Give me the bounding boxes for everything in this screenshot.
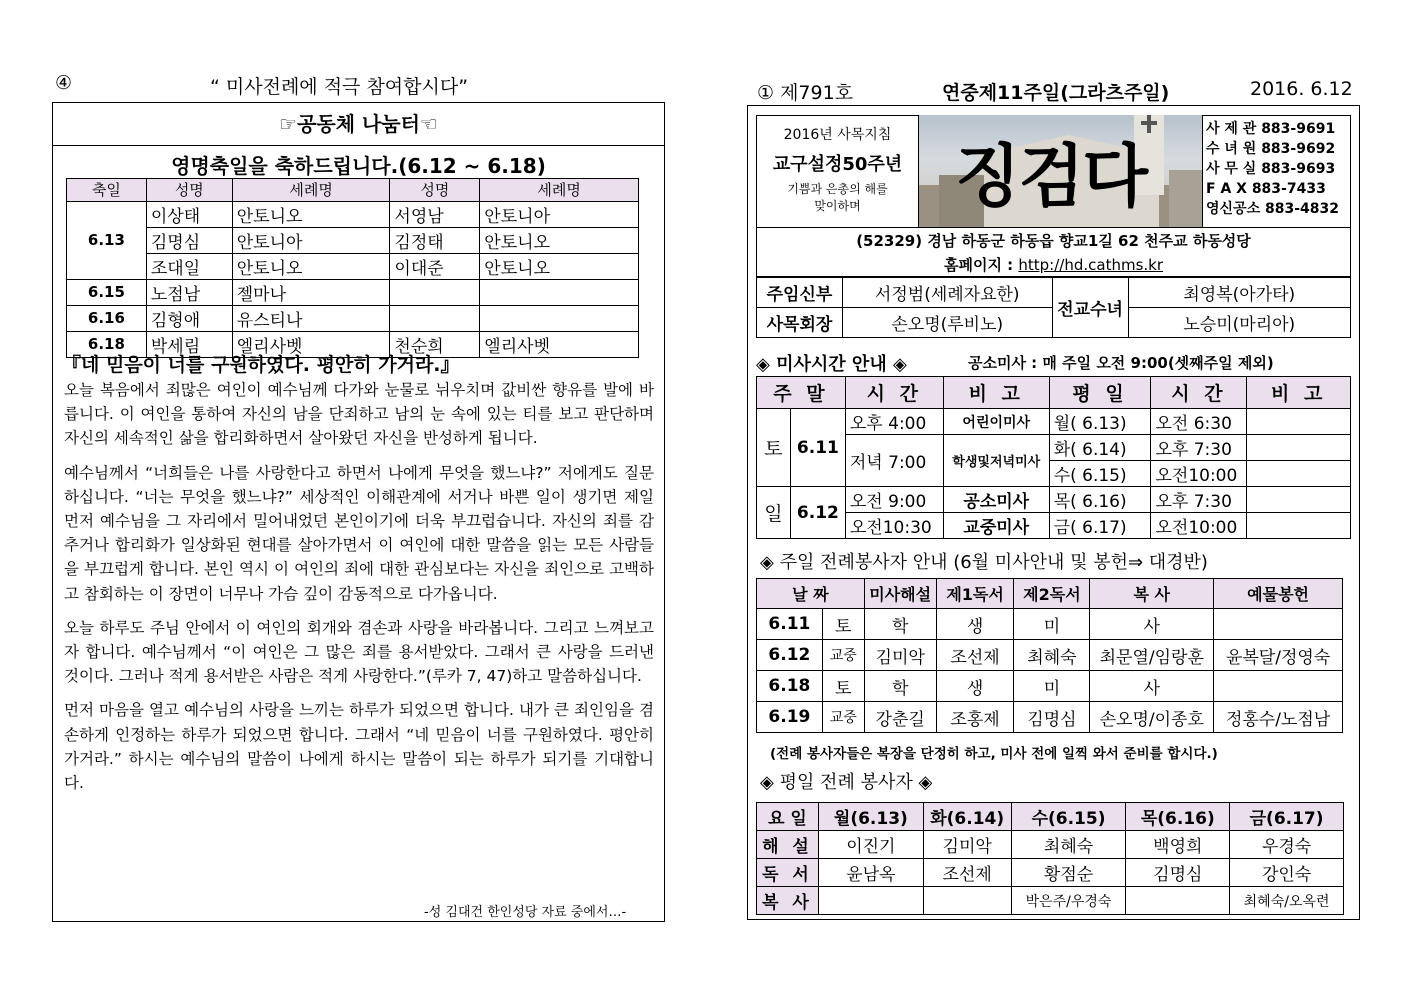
col-header: 비 고 (943, 377, 1049, 409)
staff-name: 서정범(세례자요한) (842, 278, 1052, 308)
section-title: ☞공동체 나눔터☜ (53, 103, 664, 146)
cell: 최혜숙 (1014, 640, 1090, 671)
cell: 최혜숙/오옥련 (1230, 887, 1344, 915)
table-row (67, 279, 639, 305)
feast-date: 6.16 (67, 305, 147, 331)
diocese-anniversary: 교구설정50주년 (772, 154, 903, 175)
cell: 노점남 (146, 279, 232, 305)
cell: 최혜숙 (1011, 831, 1126, 859)
cell: 토 (822, 609, 864, 640)
cell: 6.19 (757, 702, 823, 733)
weekday: 목( 6.16) (1049, 487, 1151, 513)
cell: 6.12 (757, 640, 823, 671)
homepage-link[interactable]: http://hd.cathms.kr (1018, 256, 1164, 274)
paragraph: 예수님께서 “너희들은 나를 사랑한다고 하면서 나에게 무엇을 했느냐?” 저에게도 질문하십니다. “너는 무엇을 했느냐?” 세상적인 이해관계에 서거나 바쁜 일이 생기면 제일 먼저 예수님을 그 자리에서 밀어내었던 본인이기에 더욱 부끄럽습니다. 자신의 죄를 감추거나 합리화가 일상화된 현대를 살아가면서 이 여인에 대한 말씀을 읽는 모든 사람들을 부끄럽게 합니다. 본인 역시 이 여인의 죄에 대한 관심보다는 자신을 죄인으로 고백하고 참회하는 이 장면이 너무나 가슴 깊이 감동적으로 다가옵니다. (64, 463, 654, 603)
paragraph: 오늘 하루도 주님 안에서 이 여인의 회개와 겸손과 사랑을 바라봅니다. 그리고 느껴보고자 합니다. 예수님께서 “이 여인은 그 많은 죄를 용서받았다. 그래서 큰 사랑을 드러낸 것이다. 그러나 적게 용서받은 사람은 적게 사랑한다.”(루카 7, 47)하고 말씀하십니다. (64, 618, 654, 686)
cell: 김미악 (864, 640, 936, 671)
cell: 김정태 (390, 227, 480, 253)
homepage-label: 홈페이지 : (943, 256, 1019, 274)
bulletin-name: 징검다 (955, 137, 1147, 217)
slogan: “ 미사전례에 적극 참여합시다” (210, 76, 469, 98)
issue-date: 2016. 6.12 (1250, 78, 1353, 100)
cell: 젤마나 (232, 279, 390, 305)
cell: 안토니오 (232, 201, 390, 227)
cell: 박은주/우경숙 (1011, 887, 1126, 915)
weekday: 금( 6.17) (1049, 513, 1151, 539)
cell: 김명심 (1014, 702, 1090, 733)
cell: 이대준 (390, 253, 480, 279)
table-row (67, 201, 639, 227)
table-row (757, 831, 1344, 859)
cell: 미 (1014, 609, 1090, 640)
staff-label: 주임신부 (757, 278, 843, 308)
col-header: 시 간 (1151, 377, 1247, 409)
role-label: 해 설 (757, 831, 819, 859)
staff-name: 노승미(마리아) (1128, 308, 1350, 338)
staff-label: 전교수녀 (1052, 278, 1128, 338)
col-header: 복 사 (1090, 579, 1214, 609)
weekday-time: 오후 7:30 (1151, 487, 1247, 513)
cell: 황점순 (1011, 859, 1126, 887)
col-header: 세례명 (232, 179, 390, 202)
table-row (757, 671, 1343, 702)
table-row (757, 702, 1343, 733)
cell: 정홍수/노점남 (1214, 702, 1343, 733)
weekday: 수( 6.15) (1049, 461, 1151, 487)
cell: 김형애 (146, 305, 232, 331)
cell: 김명심 (1126, 859, 1230, 887)
weekday: 화( 6.14) (1049, 435, 1151, 461)
col-header: 수(6.15) (1011, 803, 1126, 831)
col-header: 월(6.13) (818, 803, 923, 831)
weekday: 월( 6.13) (1049, 409, 1151, 435)
cell: 김명심 (146, 227, 232, 253)
cell: 조대일 (146, 253, 232, 279)
cell: 이상태 (146, 201, 232, 227)
cell: 조홍제 (936, 702, 1014, 733)
phone-item: 사 무 실 883-9693 (1206, 161, 1336, 177)
role-label: 복 사 (757, 887, 819, 915)
cell: 안토니오 (480, 253, 639, 279)
feast-day-title: 영명축일을 축하드립니다.(6.12 ~ 6.18) (171, 154, 546, 178)
address-block (756, 227, 1351, 277)
page-number-left: ④ (55, 72, 73, 94)
col-header: 화(6.14) (923, 803, 1011, 831)
cell: 안토니오 (480, 227, 639, 253)
paragraph: 먼저 마음을 열고 예수님의 사랑을 느끼는 하루가 되었으면 합니다. 내가 큰 죄인임을 겸손하게 인정하는 하루가 되었으면 합니다. 그래서 “네 믿음이 너를 구원하였다. 평안히 가거라.” 하시는 예수님의 말씀이 나에게 하시는 말씀이 되는 하루가 되기를 기대합니다. (64, 701, 654, 793)
paragraph: 오늘 복음에서 죄많은 여인이 예수님께 다가와 눈물로 뉘우치며 값비싼 향유를 발에 바릅니다. 이 여인을 통하여 자신의 남을 단죄하고 남의 눈 속에 있는 티를 보고 판단하며 자신의 세속적인 삶을 합리화하면서 살아왔던 자신을 반성하게 됩니다. (64, 381, 654, 448)
cell: 안토니오 (232, 253, 390, 279)
col-header: 평 일 (1049, 377, 1151, 409)
cell: 손오명/이종호 (1090, 702, 1214, 733)
staff-table (756, 277, 1351, 338)
cell: 생 (936, 671, 1014, 702)
cell: 생 (936, 609, 1014, 640)
cell: 사 (1090, 609, 1214, 640)
col-header: 비 고 (1247, 377, 1351, 409)
mass-note: 공소미사 (943, 487, 1049, 513)
col-header: 제1독서 (936, 579, 1014, 609)
col-header: 제2독서 (1014, 579, 1090, 609)
col-header: 세례명 (480, 179, 639, 202)
col-header: 시 간 (845, 377, 943, 409)
mass-time: 오전10:30 (845, 513, 943, 539)
table-row (757, 640, 1343, 671)
weekday-servers-title: ◈ 평일 전례 봉사자 ◈ (760, 772, 933, 793)
cell: 천순희 (390, 331, 480, 357)
staff-name: 손오명(루비노) (842, 308, 1052, 338)
cell: 조선제 (936, 640, 1014, 671)
cell: 학 (864, 671, 936, 702)
cell: 강인숙 (1230, 859, 1344, 887)
church-photo (918, 115, 1203, 227)
phone-item: 영신공소 883-4832 (1206, 201, 1339, 217)
cell: 유스티나 (232, 305, 390, 331)
mass-times-table (756, 376, 1351, 539)
cell: 교중 (822, 640, 864, 671)
pastoral-year: 2016년 사목지침 (783, 127, 892, 143)
cell: 조선제 (923, 859, 1011, 887)
table-row (757, 887, 1344, 915)
church-address: (52329) 경남 하동군 하동읍 향교1길 62 천주교 하동성당 (856, 232, 1251, 250)
source-citation: -성 김대건 한인성당 자료 중에서…- (424, 905, 627, 920)
cell (1126, 887, 1230, 915)
weekday-note (1247, 513, 1351, 539)
weekday-note (1247, 461, 1351, 487)
weekend-date: 6.12 (790, 487, 845, 539)
cell: 엘리사벳 (480, 331, 639, 357)
cell: 교중 (822, 702, 864, 733)
cell: 6.18 (757, 671, 823, 702)
weekday-time: 오전 6:30 (1151, 409, 1247, 435)
weekday-servers-table (756, 802, 1344, 915)
cell: 최문열/임랑훈 (1090, 640, 1214, 671)
cell: 서영남 (390, 201, 480, 227)
weekday-time: 오후 7:30 (1151, 435, 1247, 461)
reflection-body (64, 378, 654, 805)
table-row (67, 253, 639, 279)
cell: 박세림 (146, 331, 232, 357)
table-row (757, 859, 1344, 887)
pastoral-sub: 맞이하며 (814, 199, 861, 213)
cell: 김미악 (923, 831, 1011, 859)
sunday-title: 연중제11주일(그라츠주일) (942, 82, 1170, 104)
col-header: 축일 (67, 179, 147, 202)
cell: 이진기 (818, 831, 923, 859)
servers-note: (전례 봉사자들은 복장을 단정히 하고, 미사 전에 일찍 와서 준비를 합시다.) (770, 746, 1218, 762)
col-header: 요 일 (757, 803, 819, 831)
weekend-day: 토 (757, 409, 791, 487)
cell: 토 (822, 671, 864, 702)
mass-time: 저녁 7:00 (845, 435, 943, 487)
phone-item: 수 녀 원 883-9692 (1206, 141, 1336, 157)
feast-date: 6.18 (67, 331, 147, 357)
cell (1214, 609, 1343, 640)
staff-name: 최영복(아가타) (1128, 278, 1350, 308)
cell: 안토니아 (480, 201, 639, 227)
cell (1214, 671, 1343, 702)
cell (480, 305, 639, 331)
cell (818, 887, 923, 915)
phone-item: F A X 883-7433 (1206, 181, 1326, 197)
mass-note: 교중미사 (943, 513, 1049, 539)
table-row (757, 609, 1343, 640)
feast-date: 6.15 (67, 279, 147, 305)
col-header: 금(6.17) (1230, 803, 1344, 831)
col-header: 미사해설 (864, 579, 936, 609)
cell: 학 (864, 609, 936, 640)
col-header: 날 짜 (757, 579, 865, 609)
phone-list (1206, 119, 1339, 219)
quote-title: 『네 믿음이 너를 구원하였다. 평안히 가거라.』 (62, 354, 460, 376)
role-label: 독 서 (757, 859, 819, 887)
cell: 사 (1090, 671, 1214, 702)
mass-time: 오후 4:00 (845, 409, 943, 435)
cell: 강춘길 (864, 702, 936, 733)
cell: 안토니아 (232, 227, 390, 253)
weekday-time: 오전10:00 (1151, 513, 1247, 539)
weekday-time: 오전10:00 (1151, 461, 1247, 487)
cell (923, 887, 1011, 915)
mass-time: 오전 9:00 (845, 487, 943, 513)
feast-day-table (66, 178, 639, 358)
cell: 윤남옥 (818, 859, 923, 887)
servers-title: ◈ 주일 전례봉사자 안내 (6월 미사안내 및 봉헌⇒ 대경반) (760, 552, 1208, 573)
weekday-note (1247, 487, 1351, 513)
col-header: 예물봉헌 (1214, 579, 1343, 609)
staff-label: 사목회장 (757, 308, 843, 338)
mission-mass-note: 공소미사 : 매 주일 오전 9:00(셋째주일 제외) (968, 354, 1274, 372)
col-header: 주 말 (757, 377, 846, 409)
issue-number: ① 제791호 (757, 82, 854, 104)
cell: 윤복달/정영숙 (1214, 640, 1343, 671)
col-header: 목(6.16) (1126, 803, 1230, 831)
cell (390, 279, 480, 305)
cell: 6.11 (757, 609, 823, 640)
mass-note: 학생및저녁미사 (943, 435, 1049, 487)
weekend-date: 6.11 (790, 409, 845, 487)
pastoral-guideline (757, 116, 918, 227)
col-header: 성명 (390, 179, 480, 202)
cell (480, 279, 639, 305)
pastoral-sub: 기쁨과 은총의 해를 (787, 182, 888, 196)
table-row (67, 227, 639, 253)
table-row (67, 305, 639, 331)
cell: 백영희 (1126, 831, 1230, 859)
cell: 엘리사벳 (232, 331, 390, 357)
cell: 미 (1014, 671, 1090, 702)
phone-item: 사 제 관 883-9691 (1206, 121, 1336, 137)
cell (390, 305, 480, 331)
mass-times-title: ◈ 미사시간 안내 ◈ (756, 354, 907, 375)
col-header: 성명 (146, 179, 232, 202)
weekday-note (1247, 409, 1351, 435)
weekday-note (1247, 435, 1351, 461)
cell: 우경숙 (1230, 831, 1344, 859)
mass-note: 어린이미사 (943, 409, 1049, 435)
sunday-servers-table (756, 578, 1343, 733)
weekend-day: 일 (757, 487, 791, 539)
feast-date: 6.13 (67, 201, 147, 279)
